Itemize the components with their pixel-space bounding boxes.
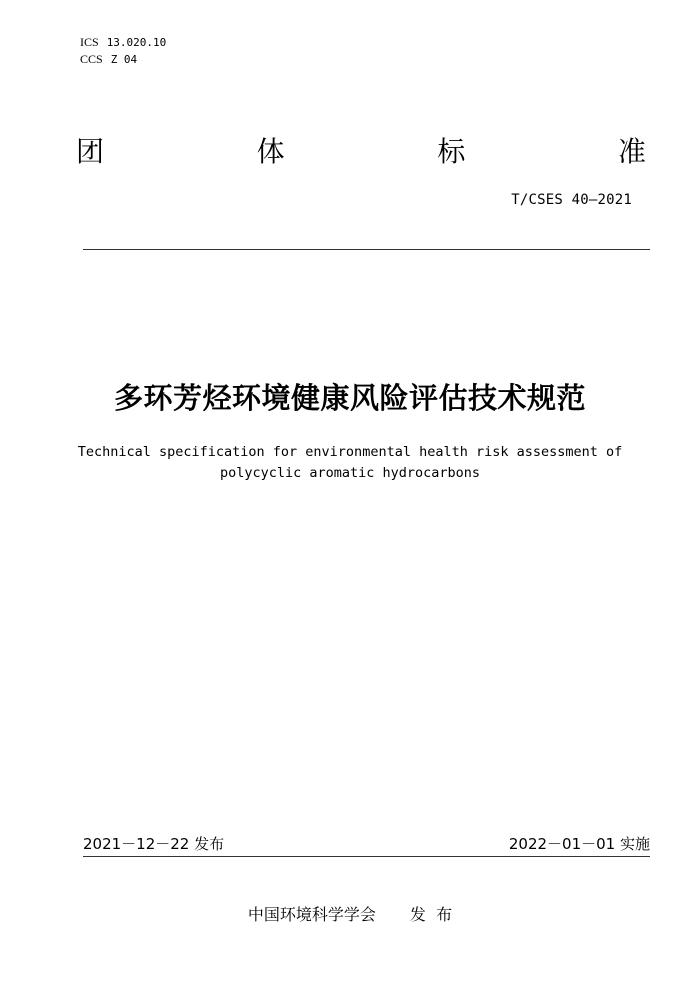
standard-type-heading bbox=[76, 134, 646, 170]
bottom-divider bbox=[83, 856, 650, 857]
title-chinese: 多环芳烃环境健康风险评估技术规范 bbox=[113, 381, 586, 415]
standard-type-char: 标 bbox=[437, 135, 466, 168]
title-english-line-2: polycyclic aromatic hydrocarbons bbox=[219, 465, 481, 481]
dates-row bbox=[83, 834, 650, 854]
ccs-value: Z 04 bbox=[110, 53, 138, 66]
standard-number: T/CSES 40—2021 bbox=[511, 192, 632, 208]
title-english-line-1: Technical specification for environmental health risk assessment of bbox=[77, 444, 623, 460]
ics-value: 13.020.10 bbox=[106, 36, 167, 49]
classification-codes bbox=[80, 34, 166, 68]
publisher-organization: 中国环境科学学会 bbox=[247, 905, 376, 924]
effective-date: 2022－01－01 实施 bbox=[508, 835, 650, 853]
title-english bbox=[40, 442, 660, 484]
ics-label: ICS bbox=[80, 35, 99, 49]
publisher-line bbox=[0, 904, 700, 926]
ccs-code bbox=[80, 51, 166, 68]
ics-code bbox=[80, 34, 166, 51]
publisher-action: 发 布 bbox=[409, 905, 453, 924]
top-divider bbox=[83, 249, 650, 250]
ccs-label: CCS bbox=[80, 52, 103, 66]
standard-type-char: 准 bbox=[617, 135, 646, 168]
issue-date: 2021－12－22 发布 bbox=[83, 835, 225, 853]
standard-type-char: 体 bbox=[256, 135, 285, 168]
standard-type-char: 团 bbox=[76, 135, 105, 168]
